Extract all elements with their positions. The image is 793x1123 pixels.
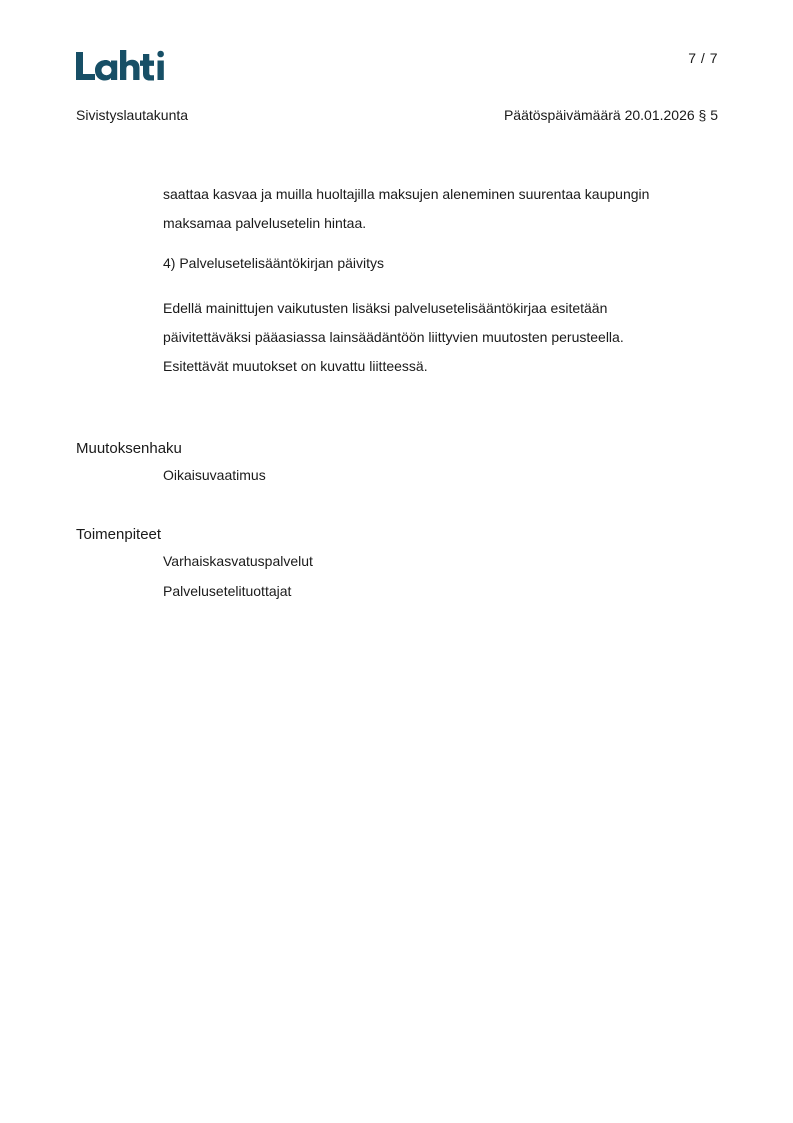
lahti-logo	[76, 48, 168, 82]
paragraph-line: Esitettävät muutokset on kuvattu liitteessä.	[163, 358, 428, 374]
paragraph-line: päivitettäväksi pääasiassa lainsäädäntöön liittyvien muutosten perusteella.	[163, 329, 624, 345]
appeal-item: Oikaisuvaatimus	[163, 467, 266, 483]
appeal-heading: Muutoksenhaku	[76, 440, 182, 457]
committee-name: Sivistyslautakunta	[76, 107, 189, 123]
lahti-logo-mark	[76, 48, 168, 82]
body-paragraph-1	[163, 180, 723, 238]
paragraph-line: Edellä mainittujen vaikutusten lisäksi palvelusetelisääntökirjaa esitetään	[163, 300, 608, 316]
actions-heading: Toimenpiteet	[76, 526, 162, 543]
page-number: 7 / 7	[688, 50, 718, 66]
body-paragraph-2: 4) Palvelusetelisääntökirjan päivitys	[163, 255, 384, 271]
decision-date: Päätöspäivämäärä 20.01.2026 § 5	[503, 107, 718, 123]
action-item: Varhaiskasvatuspalvelut	[163, 553, 313, 569]
action-item: Palvelusetelituottajat	[163, 583, 292, 599]
paragraph-line: maksamaa palvelusetelin hintaa.	[163, 215, 367, 231]
paragraph-line: saattaa kasvaa ja muilla huoltajilla maksujen aleneminen suurentaa kaupungin	[163, 186, 650, 202]
body-paragraph-3	[163, 294, 723, 381]
